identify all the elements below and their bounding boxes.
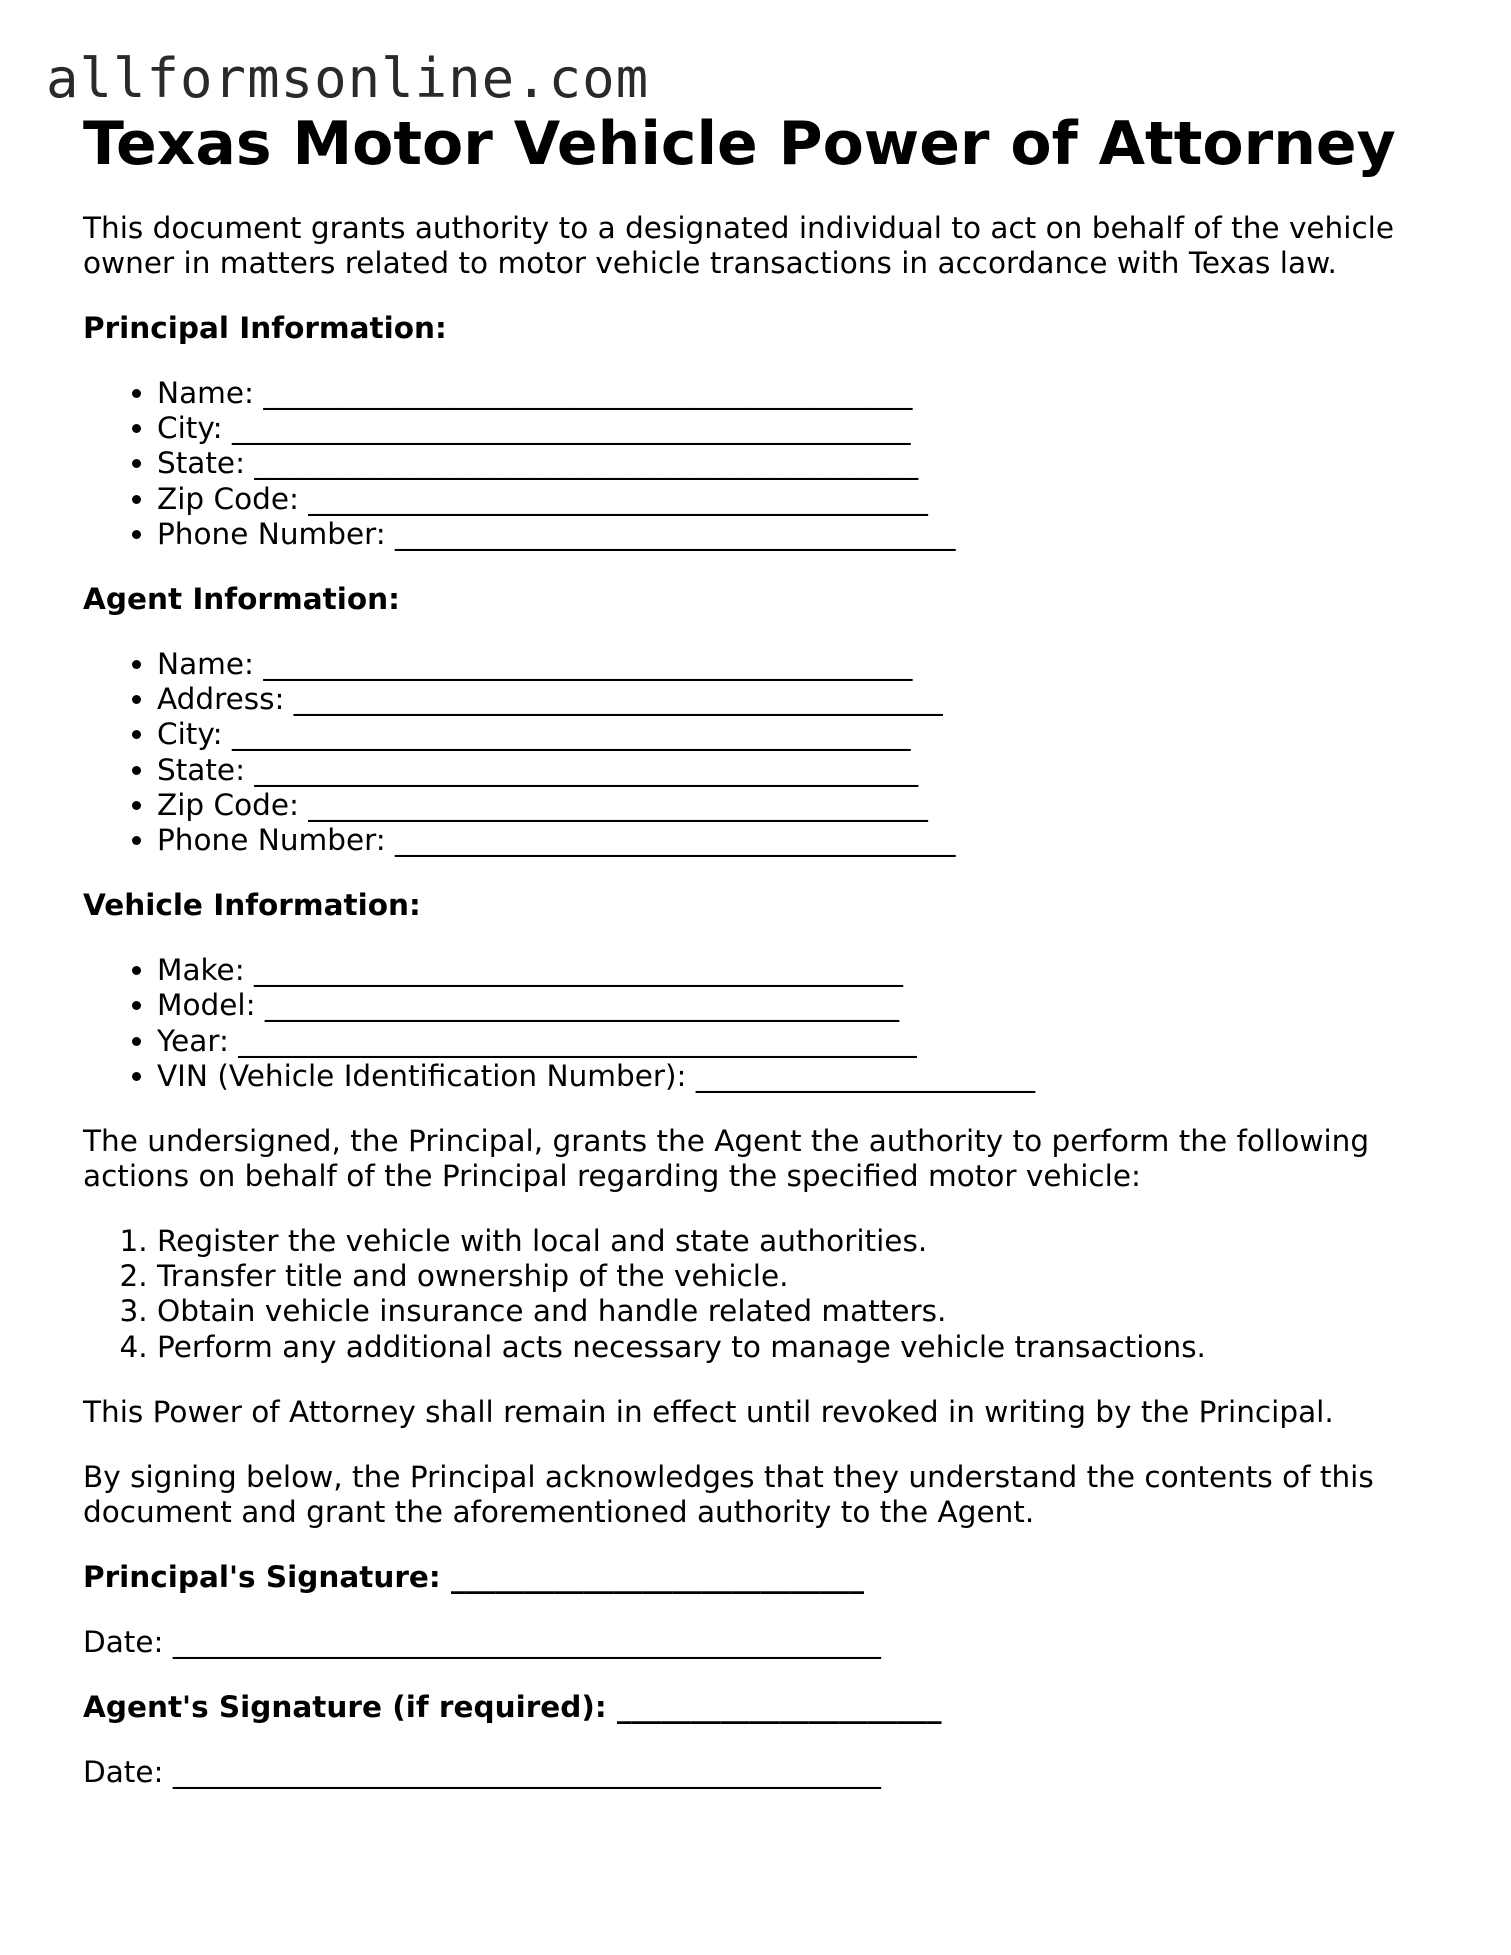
agent-phone-field[interactable]: • Phone Number: ______________________________________ [157,823,1423,858]
vehicle-model-field[interactable]: • Model: ___________________________________________ [157,988,1423,1023]
principal-zip-field[interactable]: • Zip Code: __________________________________________ [157,482,1423,517]
action-item: 3. Obtain vehicle insurance and handle related matters. [157,1294,1423,1329]
principal-phone-field[interactable]: • Phone Number: ______________________________________ [157,517,1423,552]
effect-paragraph: This Power of Attorney shall remain in effect until revoked in writing by the Principal. [83,1394,1334,1429]
watermark: allformsonline.com [46,47,650,110]
intro-paragraph: This document grants authority to a designated individual to act on behalf of the vehicle owner in matters related to motor vehicle transactions in accordance with Texas law. [83,211,1395,280]
action-item: 2. Transfer title and ownership of the vehicle. [157,1259,1423,1294]
principal-state-field[interactable]: • State: _____________________________________________ [157,446,1423,481]
principal-date-field[interactable]: Date: ________________________________________________ [83,1624,881,1659]
principal-section-heading: Principal Information: [83,311,447,345]
vehicle-make-field[interactable]: • Make: ____________________________________________ [157,953,1423,988]
agent-fields-list [83,647,1423,858]
agent-zip-field[interactable]: • Zip Code: __________________________________________ [157,788,1423,823]
agent-name-field[interactable]: • Name: ____________________________________________ [157,647,1423,682]
vehicle-fields-list [83,953,1423,1094]
agent-address-field[interactable]: • Address: ____________________________________________ [157,682,1423,717]
agent-section-heading: Agent Information: [83,582,400,617]
agent-state-field[interactable]: • State: _____________________________________________ [157,753,1423,788]
agent-signature-field[interactable]: Agent's Signature (if required): ______________________ [83,1689,942,1724]
vehicle-year-field[interactable]: • Year: ______________________________________________ [157,1024,1423,1059]
grant-paragraph: The undersigned, the Principal, grants the Agent the authority to perform the following actions on behalf of the Principal regarding the specified motor vehicle: [83,1124,1370,1194]
document-body [83,106,1423,1790]
vehicle-section-heading: Vehicle Information: [83,888,421,923]
actions-list [83,1224,1423,1365]
vehicle-vin-field[interactable]: • VIN (Vehicle Identification Number): _______________________ [157,1059,1423,1094]
agent-date-field[interactable]: Date: ________________________________________________ [83,1754,881,1789]
principal-name-field[interactable]: • Name: ____________________________________________ [157,376,1423,411]
acknowledgement-paragraph: By signing below, the Principal acknowledges that they understand the contents of this document and grant the aforementioned authority to the Agent. [83,1459,1374,1529]
principal-city-field[interactable]: • City: ______________________________________________ [157,411,1423,446]
principal-signature-field[interactable]: Principal's Signature: ____________________________ [83,1559,864,1594]
action-item: 1. Register the vehicle with local and state authorities. [157,1224,1423,1259]
page-title: Texas Motor Vehicle Power of Attorney [83,109,1396,179]
principal-fields-list [83,376,1423,552]
agent-city-field[interactable]: • City: ______________________________________________ [157,717,1423,752]
action-item: 4. Perform any additional acts necessary to manage vehicle transactions. [157,1330,1423,1365]
